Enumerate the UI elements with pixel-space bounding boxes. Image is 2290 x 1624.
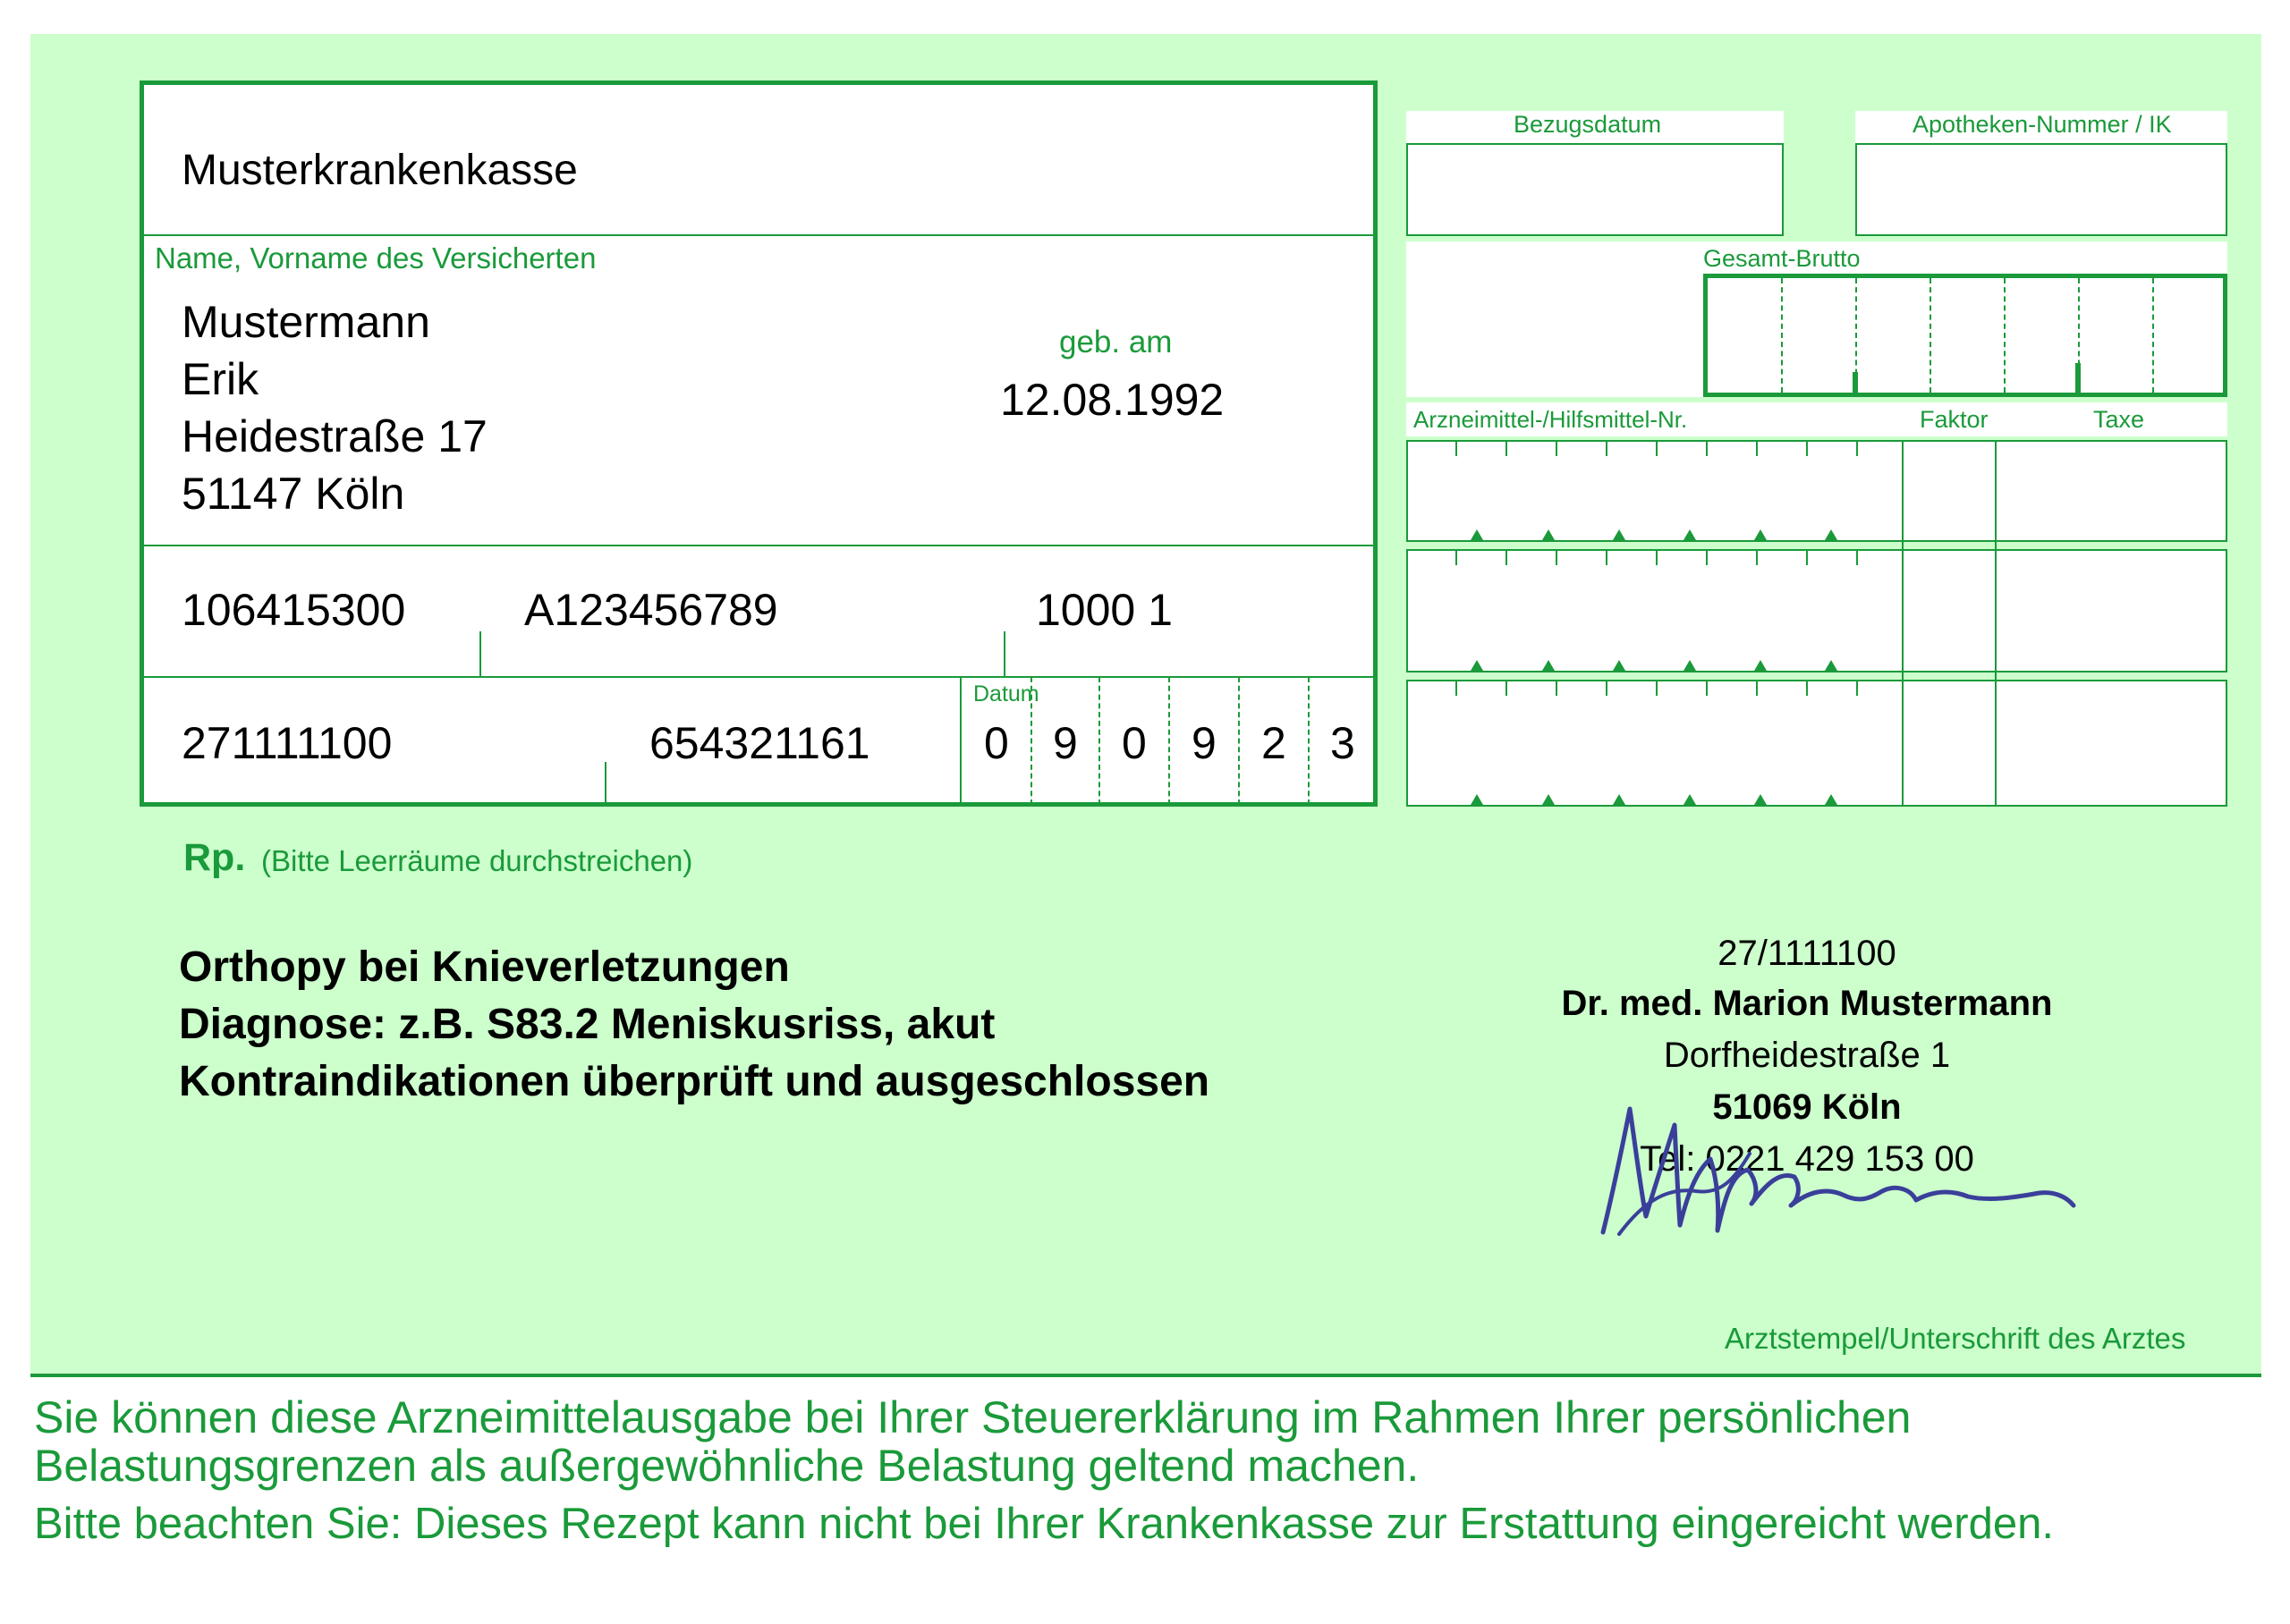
- doctor-signature: [1583, 1091, 2120, 1252]
- date-label: Datum: [973, 681, 1039, 706]
- patient-street: Heidestraße 17: [182, 411, 488, 461]
- row-marker-triangle: [1825, 529, 1837, 540]
- practice-id: 271111100: [182, 718, 393, 768]
- row-marker-triangle: [1613, 794, 1625, 805]
- decimal-marker: [2075, 363, 2081, 393]
- bezugsdatum-label: Bezugsdatum: [1514, 111, 1662, 138]
- date-cell-divider: [1168, 677, 1170, 805]
- row-tick-mark: [1606, 442, 1607, 456]
- date-separator: [960, 677, 962, 805]
- row-marker-triangle: [1754, 794, 1767, 805]
- date-digit: 0: [1122, 718, 1147, 768]
- patient-last-name: Mustermann: [182, 297, 430, 347]
- field-separator: [479, 631, 481, 676]
- stamp-label: Arztstempel/Unterschrift des Arztes: [1725, 1322, 2186, 1355]
- divider: [141, 676, 1376, 678]
- patient-first-name: Erik: [182, 354, 259, 404]
- row-marker-triangle: [1754, 660, 1767, 671]
- cell-divider: [2004, 278, 2006, 393]
- row-tick-mark: [1656, 551, 1658, 565]
- date-cell-divider: [1238, 677, 1240, 805]
- taxe-label: Taxe: [2093, 406, 2145, 433]
- row-marker-triangle: [1613, 529, 1625, 540]
- row-marker-triangle: [1542, 529, 1555, 540]
- cell-divider: [2152, 278, 2154, 393]
- row-marker-triangle: [1613, 660, 1625, 671]
- row-tick-mark: [1706, 442, 1708, 456]
- row-tick-mark: [1806, 442, 1808, 456]
- dob-label: geb. am: [1059, 325, 1173, 359]
- row-tick-mark: [1656, 442, 1658, 456]
- footer-divider: [30, 1374, 2261, 1377]
- date-of-birth: 12.08.1992: [1000, 375, 1225, 425]
- patient-city: 51147 Köln: [182, 469, 405, 519]
- footer-line-2: Belastungsgrenzen als außergewöhnliche Belastung geltend machen.: [34, 1441, 1420, 1491]
- insured-id: A123456789: [524, 585, 778, 635]
- cell-divider: [1781, 278, 1783, 393]
- bezugsdatum-field[interactable]: [1406, 143, 1784, 236]
- prescription-line: Diagnose: z.B. S83.2 Meniskusriss, akut: [179, 1001, 996, 1048]
- gesamt-brutto-label: Gesamt-Brutto: [1703, 245, 1861, 272]
- taxe-separator: [1995, 440, 1997, 807]
- field-separator: [605, 762, 606, 805]
- row-tick-mark: [1806, 681, 1808, 696]
- row-tick-mark: [1706, 681, 1708, 696]
- stamp-phone: Tel: 0221 429 153 00: [1640, 1139, 1974, 1179]
- row-tick-mark: [1856, 442, 1858, 456]
- row-marker-triangle: [1825, 660, 1837, 671]
- row-marker-triangle: [1471, 660, 1483, 671]
- row-tick-mark: [1556, 442, 1557, 456]
- date-digit: 3: [1330, 718, 1355, 768]
- date-digit: 2: [1261, 718, 1286, 768]
- stamp-code: 27/1111100: [1718, 934, 1896, 973]
- faktor-label: Faktor: [1920, 406, 1989, 433]
- row-tick-mark: [1505, 442, 1507, 456]
- footer-line-1: Sie können diese Arzneimittelausgabe bei Ihrer Steuererklärung im Rahmen Ihrer persönlichen: [34, 1392, 1912, 1442]
- insurer-name: Musterkrankenkasse: [182, 147, 578, 194]
- stamp-doctor: Dr. med. Marion Mustermann: [1561, 984, 2053, 1023]
- row-tick-mark: [1756, 681, 1758, 696]
- row-tick-mark: [1505, 551, 1507, 565]
- arzneimittel-label: Arzneimittel-/Hilfsmittel-Nr.: [1413, 406, 1688, 433]
- row-tick-mark: [1455, 551, 1457, 565]
- prescription-line: Kontraindikationen überprüft und ausgeschlossen: [179, 1058, 1210, 1105]
- cell-divider: [1930, 278, 1931, 393]
- row-marker-triangle: [1684, 529, 1696, 540]
- insured-status: 1000 1: [1036, 585, 1173, 635]
- insurer-id: 106415300: [182, 585, 406, 635]
- date-cell-divider: [1308, 677, 1310, 805]
- field-separator: [1004, 631, 1005, 676]
- apotheken-label: Apotheken-Nummer / IK: [1913, 111, 2172, 138]
- rp-hint: (Bitte Leerräume durchstreichen): [261, 844, 693, 877]
- row-marker-triangle: [1825, 794, 1837, 805]
- row-tick-mark: [1556, 551, 1557, 565]
- prescription-line: Orthopy bei Knieverletzungen: [179, 943, 790, 991]
- apotheken-field[interactable]: [1855, 143, 2227, 236]
- row-marker-triangle: [1471, 794, 1483, 805]
- date-cell-divider: [1098, 677, 1100, 805]
- row-marker-triangle: [1754, 529, 1767, 540]
- divider: [141, 234, 1376, 236]
- decimal-marker: [1853, 372, 1858, 393]
- row-marker-triangle: [1542, 794, 1555, 805]
- medication-row-3[interactable]: [1406, 680, 2227, 807]
- date-digit: 9: [1192, 718, 1217, 768]
- row-marker-triangle: [1684, 660, 1696, 671]
- row-marker-triangle: [1684, 794, 1696, 805]
- row-tick-mark: [1455, 442, 1457, 456]
- stamp-city: 51069 Köln: [1712, 1087, 1902, 1127]
- row-tick-mark: [1505, 681, 1507, 696]
- row-tick-mark: [1556, 681, 1557, 696]
- row-tick-mark: [1606, 681, 1607, 696]
- row-tick-mark: [1455, 681, 1457, 696]
- row-marker-triangle: [1471, 529, 1483, 540]
- faktor-separator: [1902, 440, 1904, 807]
- stamp-street: Dorfheidestraße 1: [1663, 1036, 1951, 1075]
- footer-line-3: Bitte beachten Sie: Dieses Rezept kann nicht bei Ihrer Krankenkasse zur Erstattung eingereicht werden.: [34, 1500, 2054, 1548]
- row-tick-mark: [1856, 681, 1858, 696]
- date-digit: 0: [984, 718, 1009, 768]
- row-tick-mark: [1606, 551, 1607, 565]
- row-tick-mark: [1806, 551, 1808, 565]
- rp-label: Rp.: [183, 836, 246, 879]
- date-digit: 9: [1053, 718, 1078, 768]
- row-marker-triangle: [1542, 660, 1555, 671]
- row-tick-mark: [1756, 551, 1758, 565]
- medication-row-1[interactable]: [1406, 440, 2227, 542]
- row-tick-mark: [1856, 551, 1858, 565]
- medication-row-2[interactable]: [1406, 549, 2227, 672]
- name-label: Name, Vorname des Versicherten: [155, 241, 597, 275]
- divider: [141, 545, 1376, 546]
- doctor-id: 654321161: [649, 718, 870, 768]
- row-tick-mark: [1706, 551, 1708, 565]
- row-tick-mark: [1756, 442, 1758, 456]
- row-tick-mark: [1656, 681, 1658, 696]
